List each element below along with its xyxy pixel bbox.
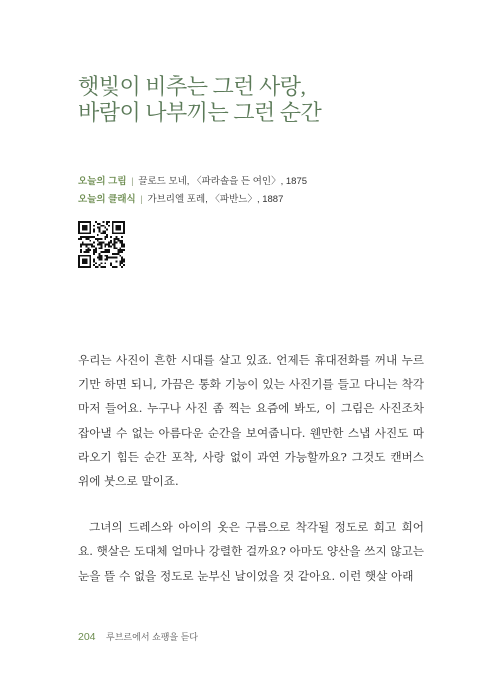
separator: | [140, 194, 143, 205]
paragraph-2: 그녀의 드레스와 아이의 옷은 구름으로 착각될 정도로 희고 희어요. 햇살은 도대체 얼마나 강렬한 걸까요? 아마도 양산을 쓰지 않고는 눈을 뜰 수 없을 정도로 눈부신 날이었을 것 같아요. 이런 햇살 아래 [78, 520, 424, 583]
qr-code-icon[interactable] [78, 221, 125, 268]
separator: | [131, 176, 134, 187]
painting-label: 오늘의 그림 [78, 176, 127, 187]
classic-info-line [78, 191, 307, 209]
classic-text: 가브리엘 포레, 〈파반느〉, 1887 [147, 194, 284, 205]
book-title: 루브르에서 쇼팽을 듣다 [106, 632, 198, 642]
page-number: 204 [78, 631, 96, 643]
chapter-title-line-2: 바람이 나부끼는 그런 순간 [78, 100, 322, 125]
classic-label: 오늘의 클래식 [78, 194, 136, 205]
painting-info-line [78, 173, 307, 191]
qr-code-graphic [78, 221, 125, 268]
body-text [78, 348, 424, 588]
paragraph-1: 우리는 사진이 흔한 시대를 살고 있죠. 언제든 휴대전화를 꺼내 누르기만 하면 되니, 가끔은 통화 기능이 있는 사진기를 들고 다니는 착각마저 들어요. 누구나 사진 좀 찍는 요즘에 봐도, 이 그림은 사진조차 잡아낼 수 없는 아름다운 순간을 보여줍니다. 웬만한 스냅 사진도 따라오기 힘든 순간 포착, 사랑 없이 과연 가능할까요? 그것도 캔버스 위에 붓으로 말이죠. [78, 353, 424, 489]
chapter-title [78, 74, 321, 126]
painting-text: 끌로드 모네, 〈파라솔을 든 여인〉, 1875 [138, 176, 308, 187]
chapter-title-line-1: 햇빛이 비추는 그런 사랑, [78, 74, 306, 99]
page-footer [78, 630, 198, 643]
artwork-info [78, 173, 307, 209]
